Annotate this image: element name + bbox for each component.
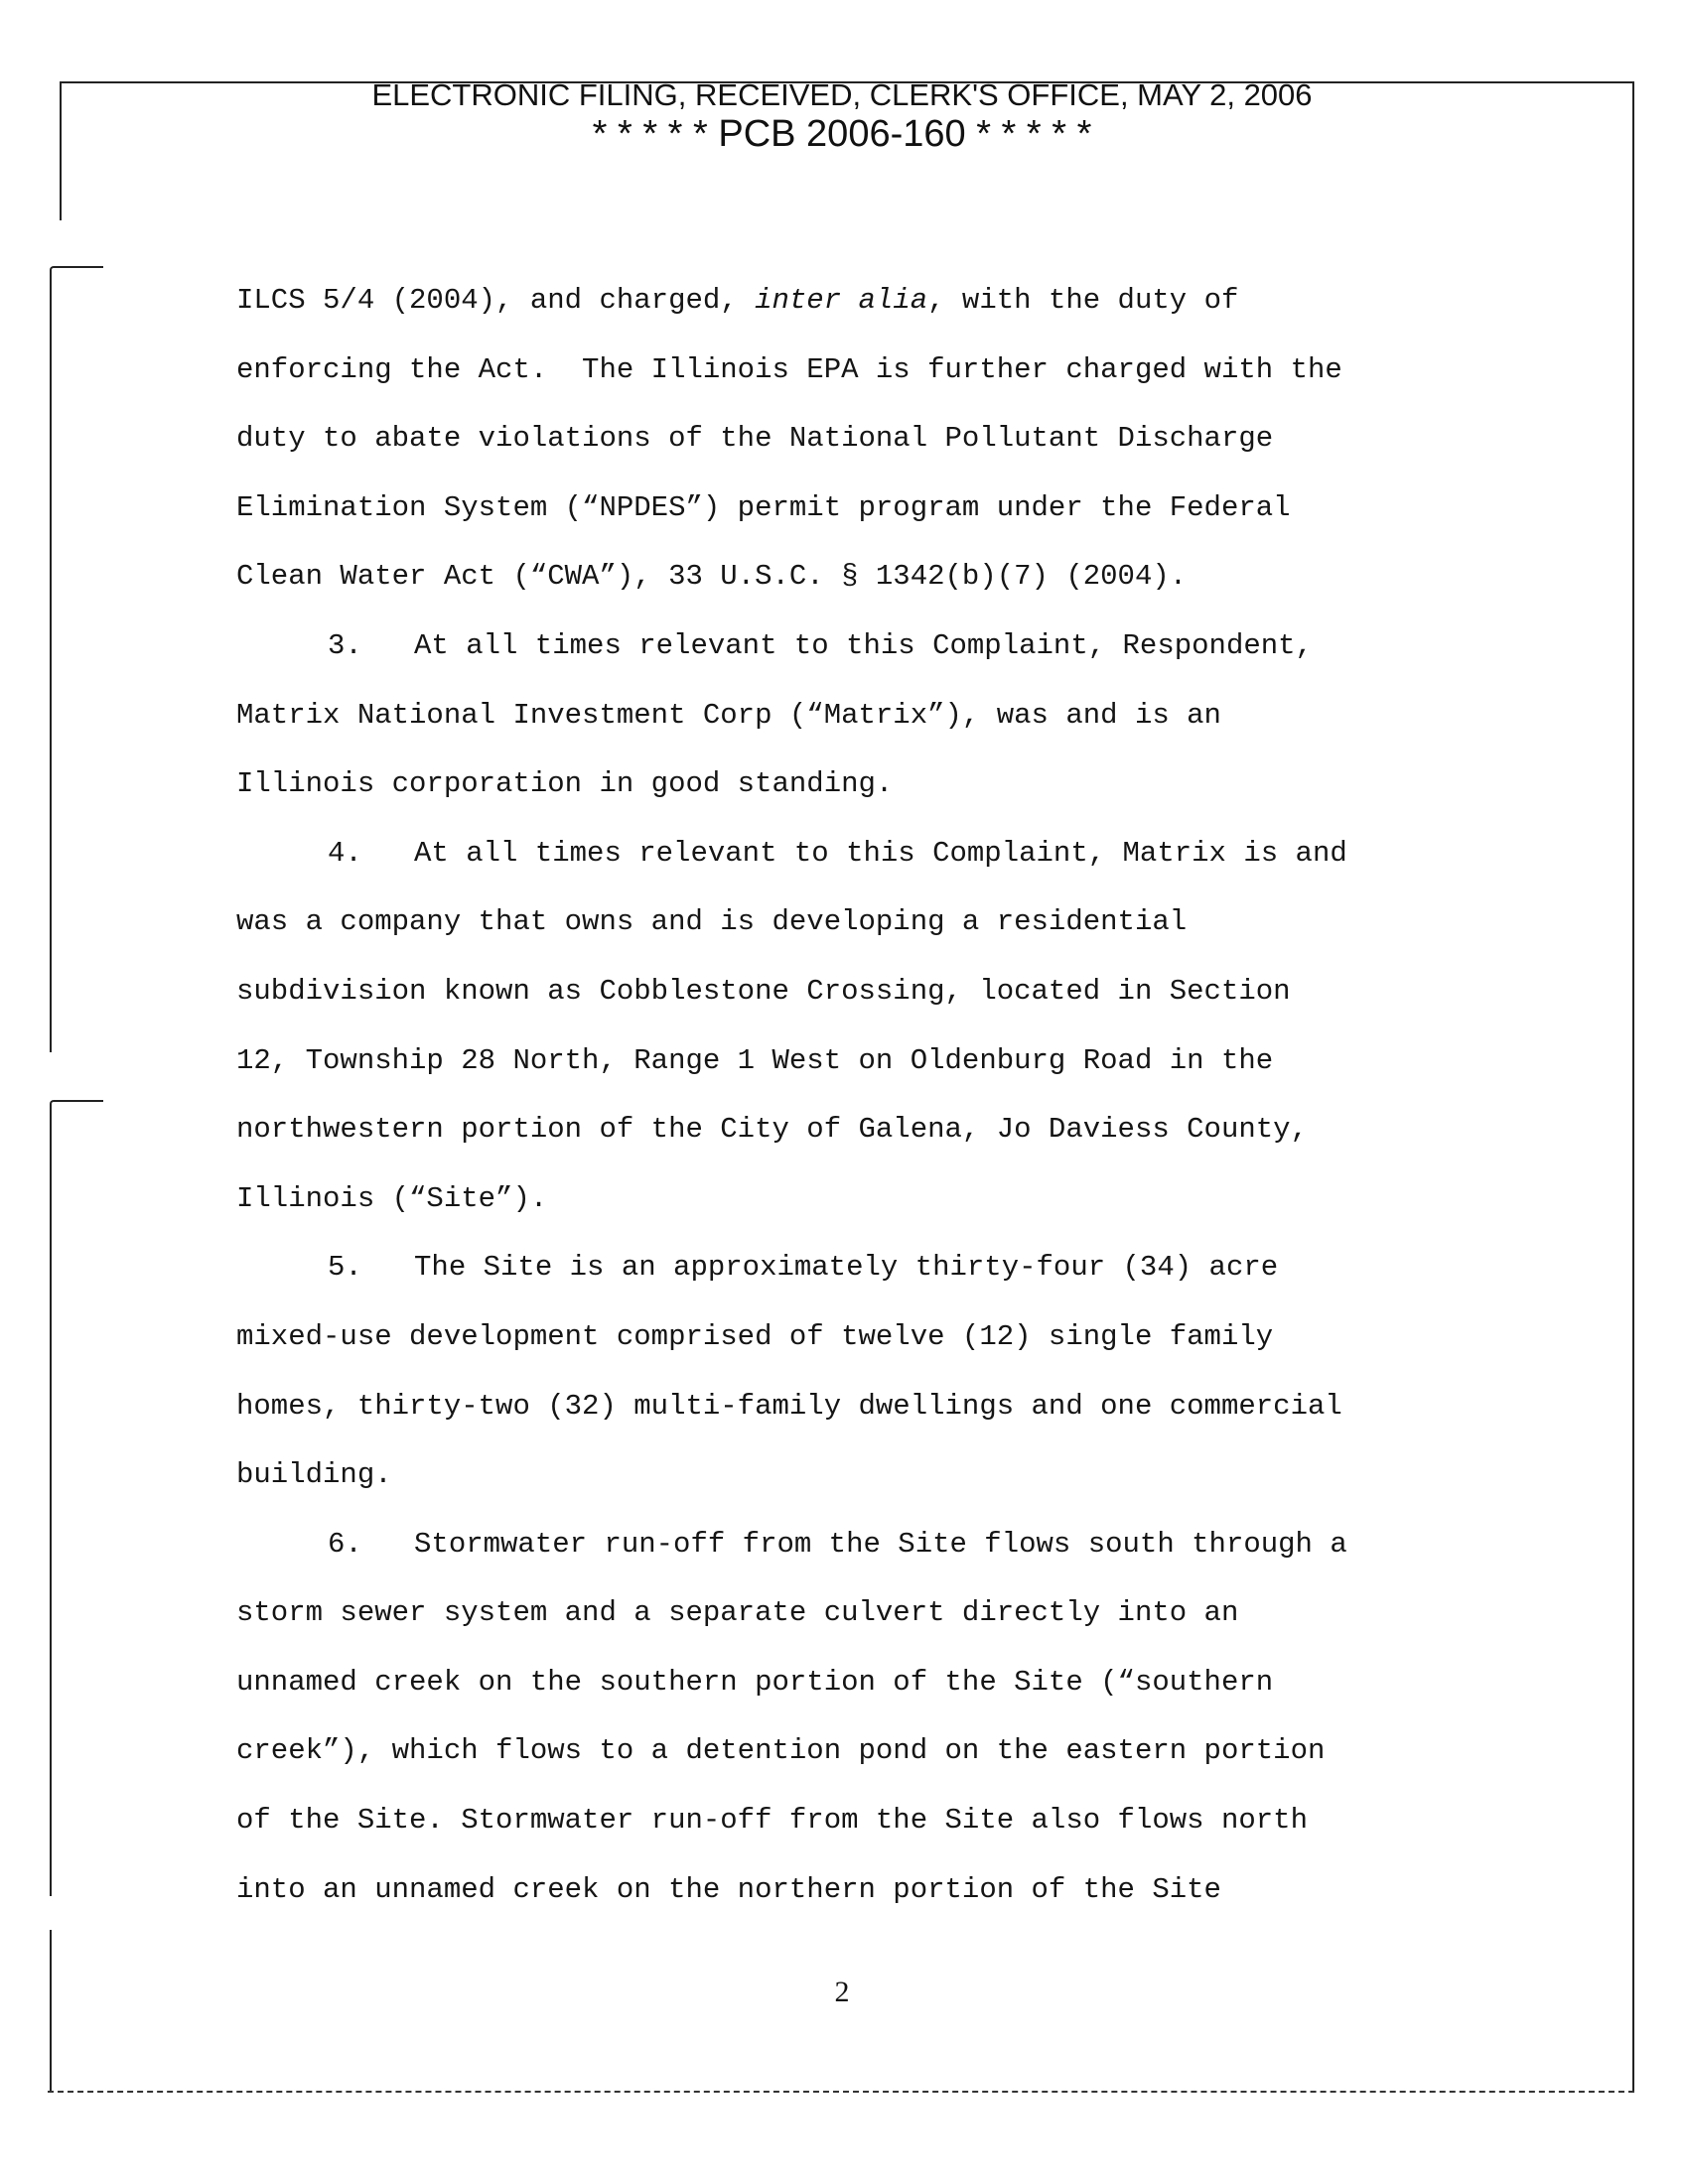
text-line: 12, Township 28 North, Range 1 West on Oldenburg Road in the [236,1043,1274,1077]
page-frame-bottom-line [48,2091,1634,2093]
text-line: enforcing the Act. The Illinois EPA is further charged with the [236,352,1342,386]
text-line: unnamed creek on the southern portion of the Site (“southern [236,1665,1274,1699]
text-line: subdivision known as Cobblestone Crossing, located in Section [236,974,1291,1008]
text-line: Illinois corporation in good standing. [236,767,894,801]
text-line: creek”), which flows to a detention pond on the eastern portion [236,1734,1326,1768]
text-line: Clean Water Act (“CWA”), 33 U.S.C. § 1342(b)(7) (2004). [236,560,1188,594]
text-line: homes, thirty-two (32) multi-family dwellings and one commercial [236,1389,1342,1423]
text-line: Elimination System (“NPDES”) permit program under the Federal [236,490,1291,524]
text-line [236,266,1448,336]
paragraph-6-first-line: 6. Stormwater run-off from the Site flows south through a [328,1527,1347,1561]
filing-stamp-received-line: ELECTRONIC FILING, RECEIVED, CLERK'S OFFICE, MAY 2, 2006 [371,77,1313,112]
binding-bracket-lower [50,1100,103,1896]
paragraph-3-first-line: 3. At all times relevant to this Complaint, Respondent, [328,628,1313,662]
paragraph-4-first-line: 4. At all times relevant to this Complaint, Matrix is and [328,836,1347,870]
paragraph-5-first-line: 5. The Site is an approximately thirty-four (34) acre [328,1251,1279,1285]
text-line: duty to abate violations of the National Pollutant Discharge [236,422,1274,456]
text-line: storm sewer system and a separate culvert directly into an [236,1596,1239,1630]
text-line: into an unnamed creek on the northern portion of the Site [236,1872,1221,1906]
page-number: 2 [834,1976,850,2008]
text-span: ILCS 5/4 (2004), and charged, [236,284,756,317]
text-line: Illinois (“Site”). [236,1181,548,1215]
text-line: of the Site. Stormwater run-off from the Site also flows north [236,1804,1308,1838]
text-line: mixed-use development comprised of twelve (12) single family [236,1319,1274,1353]
italic-term: inter alia [755,284,928,317]
text-line: Matrix National Investment Corp (“Matrix”), was and is an [236,698,1221,732]
text-line: was a company that owns and is developing a residential [236,905,1188,939]
text-line: building. [236,1458,392,1492]
complaint-body [236,266,1448,1924]
page-frame-right-line [1632,81,1634,2093]
binding-bracket-upper [50,266,103,1052]
page-frame-left-line-lower [50,1930,52,2091]
text-span: , with the duty of [927,284,1239,317]
text-line: northwestern portion of the City of Galena, Jo Daviess County, [236,1113,1308,1147]
filing-stamp [0,77,1684,155]
filing-stamp-case-number: * * * * * PCB 2006-160 * * * * * [592,113,1092,155]
